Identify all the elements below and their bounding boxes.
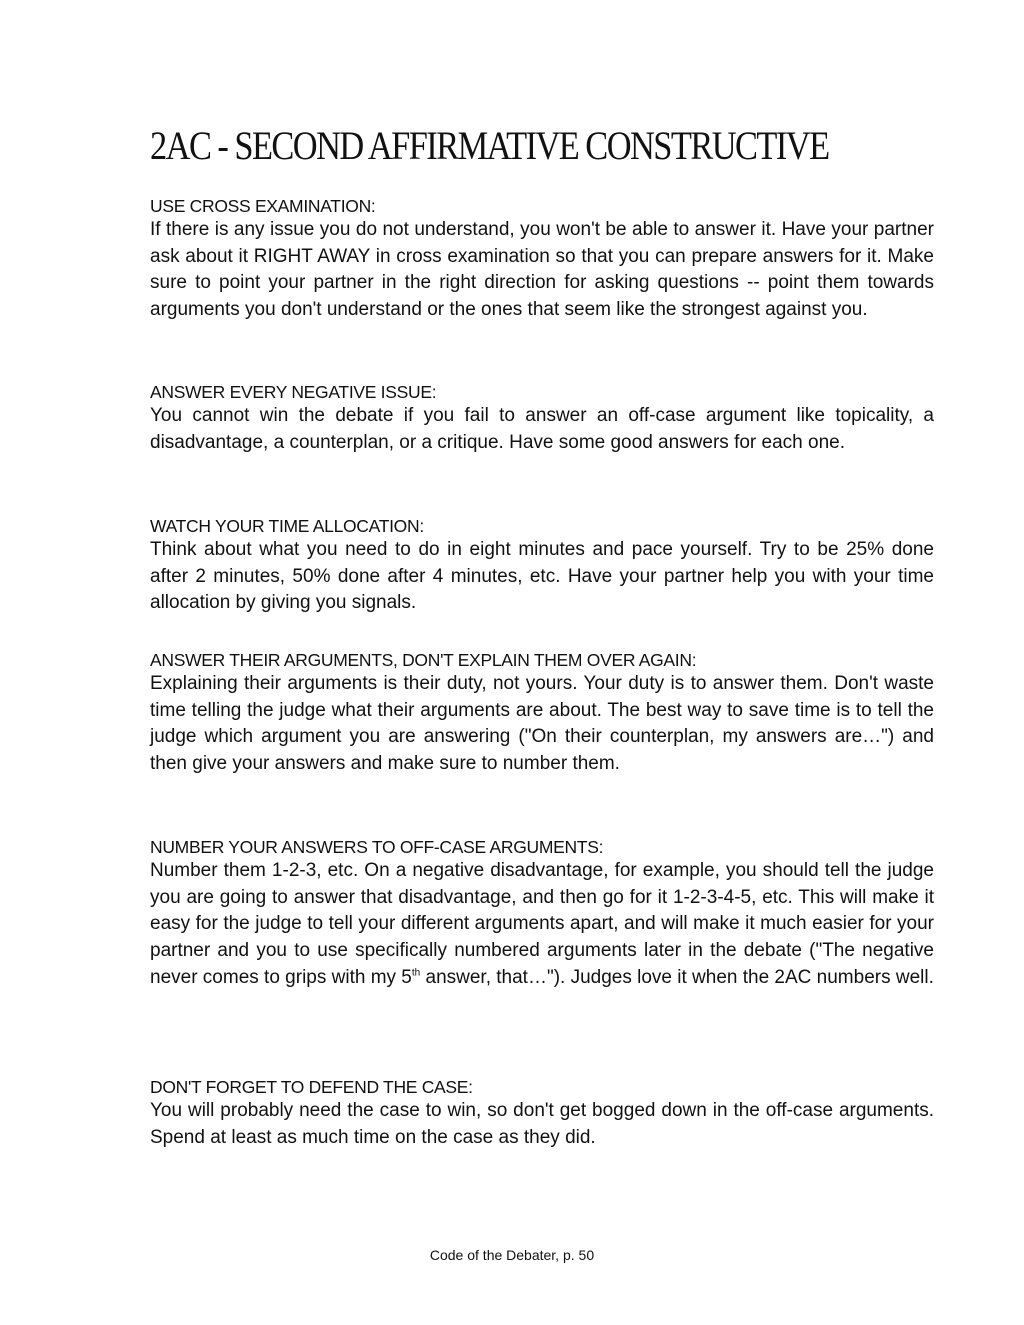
section-answer-every-negative-issue [150, 381, 934, 456]
section-body: Think about what you need to do in eight minutes and pace yourself. Try to be 25% done after 2 minutes, 50% done after 4 minutes, etc. Have your partner help you with your time allocation by giving you signals. [150, 539, 934, 614]
section-defend-the-case [150, 1076, 934, 1151]
page-footer: Code of the Debater, p. 50 [429, 1247, 595, 1263]
section-heading: NUMBER YOUR ANSWERS TO OFF-CASE ARGUMENTS: [150, 837, 604, 857]
section-watch-time-allocation [150, 515, 934, 617]
body-text-before-superscript: Number them 1-2-3, etc. On a negative disadvantage, for example, you should tell the judge you are going to answer that disadvantage, and then go for it 1-2-3-4-5, etc. This will make it easy for the judge to tell your different arguments apart, and will make it much easier for your partner and you to use specifically numbered arguments later in the debate ("The negative never comes to grips with my 5 [150, 860, 934, 988]
section-heading: ANSWER THEIR ARGUMENTS, DON'T EXPLAIN THEM OVER AGAIN: [150, 650, 697, 670]
ordinal-superscript: th [411, 967, 421, 979]
body-text-after-superscript: answer, that…"). Judges love it when the 2AC numbers well. [420, 966, 934, 988]
section-answer-their-arguments [150, 649, 934, 778]
section-heading: USE CROSS EXAMINATION: [150, 196, 376, 216]
section-number-your-answers [150, 836, 934, 992]
section-heading: ANSWER EVERY NEGATIVE ISSUE: [150, 382, 437, 402]
section-body [150, 858, 934, 992]
section-heading: WATCH YOUR TIME ALLOCATION: [150, 516, 424, 536]
section-body: You will probably need the case to win, so don't get bogged down in the off-case arguments. Spend at least as much time on the case as they did. [150, 1100, 934, 1148]
section-body: Explaining their arguments is their duty, not yours. Your duty is to answer them. Don't waste time telling the judge what their arguments are about. The best way to save time is to tell the judge which argument you are answering ("On their counterplan, my answers are…") and then give your answers and make sure to number them. [150, 673, 934, 775]
section-heading: DON'T FORGET TO DEFEND THE CASE: [150, 1077, 473, 1097]
section-body: You cannot win the debate if you fail to answer an off-case argument like topicality, a disadvantage, a counterplan, or a critique. Have some good answers for each one. [150, 405, 934, 453]
section-use-cross-examination [150, 195, 934, 324]
section-body: If there is any issue you do not understand, you won't be able to answer it. Have your partner ask about it RIGHT AWAY in cross examination so that you can prepare answers for it. Make sure to point your partner in the right direction for asking questions -- point them towards arguments you don't understand or the ones that seem like the strongest against you. [150, 219, 934, 321]
page-title: 2AC - SECOND AFFIRMATIVE CONSTRUCTIVE [150, 123, 829, 168]
